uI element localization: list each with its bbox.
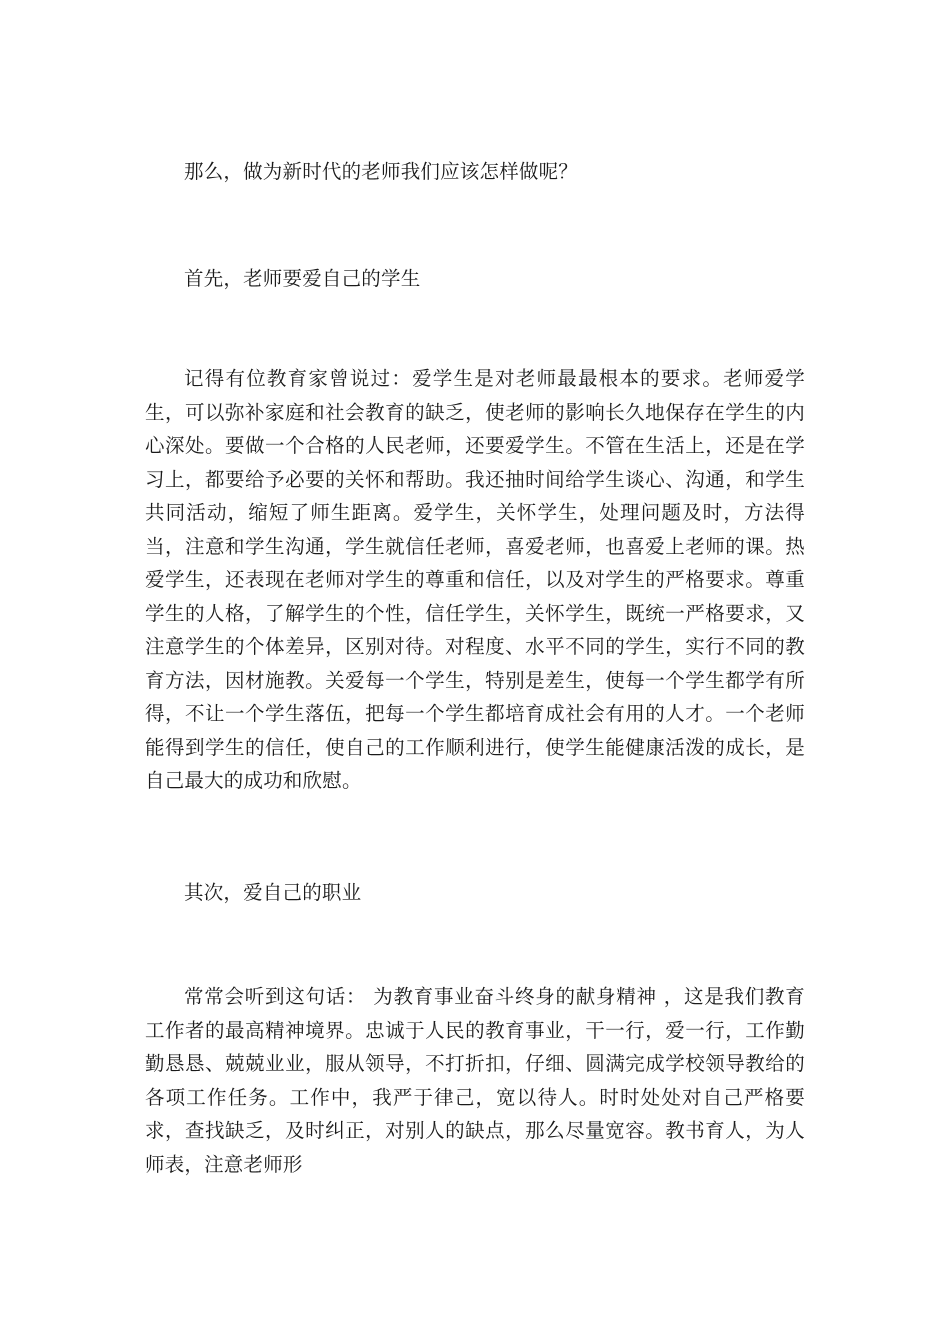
- paragraph-heading-love-students: 首先，老师要爱自己的学生: [184, 267, 421, 290]
- paragraph-question: 那么，做为新时代的老师我们应该怎样做呢？: [184, 160, 579, 183]
- paragraph-love-profession-body: 常常会听到这句话： 为教育事业奋斗终身的献身精神 ，这是我们教育工作者的最高精神境界。忠诚于人民的教育事业，干一行，爱一行，工作勤勤恳恳、兢兢业业，服从领导，不打折扣，仔细、圆满完成学校领导教给的各项工作任务。工作中，我严于律己，宽以待人。时时处处对自己严格要求，查找缺乏，及时纠正，对别人的缺点，那么尽量宽容。教书育人，为人师表，注意老师形: [145, 985, 805, 1176]
- paragraph-love-students-body: 记得有位教育家曾说过：爱学生是对老师最最根本的要求。老师爱学生，可以弥补家庭和社会教育的缺乏，使老师的影响长久地保存在学生的内心深处。要做一个合格的人民老师，还要爱学生。不管在生活上，还是在学习上，都要给予必要的关怀和帮助。我还抽时间给学生谈心、沟通，和学生共同活动，缩短了师生距离。爱学生，关怀学生，处理问题及时，方法得当，注意和学生沟通，学生就信任老师，喜爱老师，也喜爱上老师的课。热爱学生，还表现在老师对学生的尊重和信任，以及对学生的严格要求。尊重学生的人格，了解学生的个性，信任学生，关怀学生，既统一严格要求，又注意学生的个体差异，区别对待。对程度、水平不同的学生，实行不同的教育方法，因材施教。关爱每一个学生，特别是差生，使每一个学生都学有所得，不让一个学生落伍，把每一个学生都培育成社会有用的人才。一个老师能得到学生的信任，使自己的工作顺利进行，使学生能健康活泼的成长，是自己最大的成功和欣慰。: [145, 367, 805, 792]
- paragraph-heading-love-profession: 其次，爱自己的职业: [184, 881, 362, 904]
